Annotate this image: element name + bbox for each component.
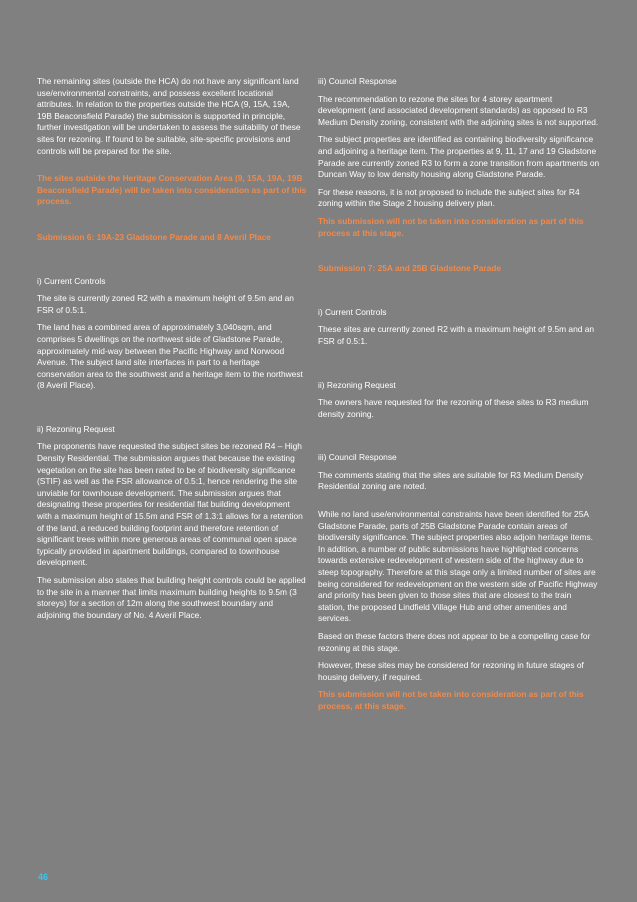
- left-column: [37, 76, 307, 627]
- paragraph: The owners have requested for the rezoning of these sites to R3 medium density zoning.: [318, 397, 589, 419]
- submission-6-note: This submission will not be taken into consideration as part of this process at this stage.: [318, 215, 584, 238]
- section-heading-rezoning-request: ii) Rezoning Request: [37, 423, 115, 434]
- paragraph: The recommendation to rezone the sites for 4 storey apartment development (and associated development standards) as opposed to R3 Medium Density zoning, consistent with the adjoining sites is not supported.: [318, 93, 599, 127]
- paragraph: For these reasons, it is not proposed to include the subject sites for R4 zoning within the Stage 2 housing delivery plan.: [318, 186, 580, 209]
- section-heading-council-response: iii) Council Response: [318, 452, 397, 463]
- paragraph: The site is currently zoned R2 with a maximum height of 9.5m and an FSR of 0.5:1.: [37, 293, 294, 315]
- paragraph: The submission also states that building height controls could be applied to the site in a manner that limits maximum building heights to 9.5m (3 storeys) for a section of 12m along the southwest boundary and adjoining the boundary of No. 4 Averil Place.: [37, 575, 306, 620]
- paragraph: Based on these factors there does not appear to be a compelling case for rezoning at this stage.: [318, 631, 591, 653]
- paragraph: The comments stating that the sites are suitable for R3 Medium Density Residential zoning are noted.: [318, 469, 584, 492]
- submission-7-note: This submission will not be taken into consideration as part of this process, at this stage.: [318, 689, 584, 711]
- paragraph: The subject properties are identified as containing biodiversity significance and adjoining a heritage item. The properties at 9, 11, 17 and 19 Gladstone Parade are currently zoned R3 to form a zone transition from apartments on Duncan Way to low density housing along Gladstone Parade.: [318, 134, 600, 180]
- intro-note: The sites outside the Heritage Conservation Area (9, 15A, 19A, 19B Beaconsfield Parade) will be taken into consideration as part of this process.: [37, 173, 307, 207]
- paragraph: The land has a combined area of approximately 3,040sqm, and comprises 5 dwellings on the northwest side of Gladstone Parade, approximately mid-way between the Pacific Highway and Norwood Avenue. The subject land site interfaces in part to a heritage conservation area to the southwest and a heritage item to the northwest (8 Averil Place).: [37, 322, 303, 391]
- section-heading-council-response: iii) Council Response: [318, 76, 397, 86]
- paragraph: While no land use/environmental constraints have been identified for 25A Gladstone Parade, parts of 25B Gladstone Parade contain areas of biodiversity significance. The subject properties also adjoin heritage items. In addition, a number of public submissions have highlighted concerns towards extensive redevelopment of western side of the highway due to steep topography. Therefore at this stage only a limited number of sites are being considered for redevelopment on the western side of Pacific Highway and priority has been given to those sites that are closest to the train station, the proposed Lindfield Village Hub and other amenities and services.: [318, 509, 598, 624]
- section-heading-rezoning-request: ii) Rezoning Request: [318, 379, 396, 390]
- page-number: 46: [38, 872, 49, 882]
- intro-paragraph: The remaining sites (outside the HCA) do not have any significant land use/environmental constraints, and possess excellent locational attributes. In relation to the properties outside the HCA (9, 15A, 19A, 19B Beaconsfield Parade) the submission is supported in principle, further investigation will be undertaken to assess the suitability of these sites for rezoning. If found to be suitable, site-specific provisions and controls will be prepared for the site.: [37, 76, 301, 156]
- submission-6-title: Submission 6: 19A-23 Gladstone Parade and 8 Averil Place: [37, 231, 271, 242]
- paragraph: The proponents have requested the subject sites be rezoned R4 – High Density Residential. The submission argues that because the existing vegetation on the site has been rated to be of biodiversity significance (STIF) as well as the FSR allowance of 0.5:1, hence rendering the site unviable for townhouse development. The submission argues that designating these properties for residential flat building development with a maximum height of 15.5m and FSR of 1.3:1 allows for a retention of the land, a reduced building footprint and therefore retention of significant trees within more generous areas of communal open space typically provided in apartment buildings, compared to townhouse development.: [37, 441, 303, 568]
- paragraph: However, these sites may be considered for rezoning in future stages of housing delivery, if required.: [318, 660, 584, 682]
- section-heading-current-controls: i) Current Controls: [318, 306, 387, 317]
- paragraph: These sites are currently zoned R2 with a maximum height of 9.5m and an FSR of 0.5:1.: [318, 324, 595, 346]
- section-heading-current-controls: i) Current Controls: [37, 275, 106, 286]
- right-column: [318, 76, 600, 719]
- submission-7-title: Submission 7: 25A and 25B Gladstone Parade: [318, 263, 502, 274]
